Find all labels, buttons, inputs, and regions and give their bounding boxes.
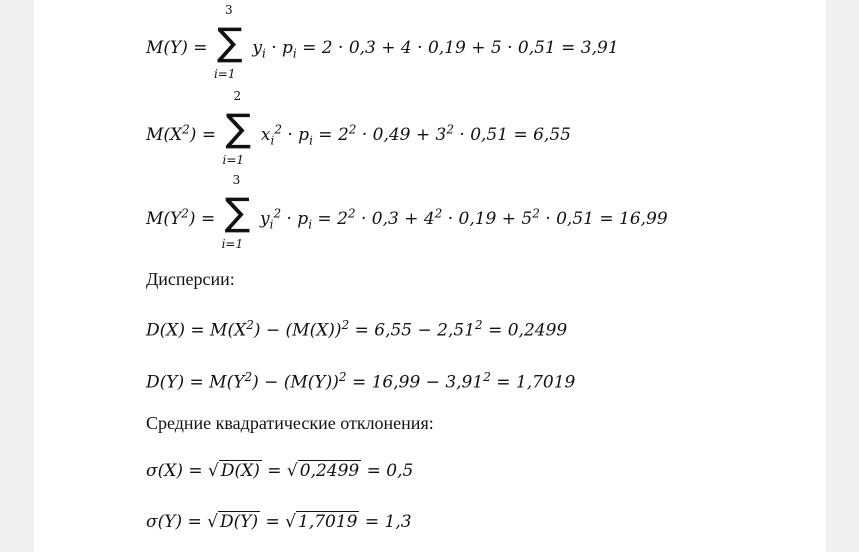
sum-lower-limit: i=1	[221, 237, 244, 252]
formula-variance-x: $D(X) = M(X^2) - (M(X))^2 = 6,55 - 2,51^2 = 0,2499$	[146, 318, 568, 341]
document-page	[34, 0, 826, 552]
sum-upper-limit: 3	[224, 2, 233, 17]
sum-upper-limit: 2	[233, 89, 242, 104]
lhs: $M(X^2)$ =	[146, 122, 217, 145]
sigma-glyph: ∑	[225, 106, 252, 151]
formula-expectation-x-squared	[146, 89, 571, 168]
sqrt-arg: D(X)	[220, 461, 260, 481]
sqrt-arg: D(Y)	[219, 512, 259, 532]
sqrt-arg: 1,7019	[298, 512, 358, 532]
rhs: $x_i^2 \cdot p_i = 2^2 \cdot 0,49 + 3^2 \cdot 0,51 = 6,55$	[260, 122, 571, 148]
lhs: $M(Y^2)$ =	[146, 206, 216, 229]
sum-lower-limit: i=1	[213, 66, 236, 81]
sqrt-arg: 0,2499	[299, 461, 360, 481]
lhs: M(Y) =	[146, 38, 208, 58]
sigma-glyph: ∑	[216, 19, 243, 64]
heading-std-deviations: Средние квадратические отклонения:	[146, 413, 434, 433]
formula-expectation-y-squared	[146, 173, 668, 252]
sum-symbol	[213, 2, 244, 81]
sum-symbol	[221, 173, 252, 252]
rhs: $y_i \cdot p_i = 2 \cdot 0,3 + 4 \cdot 0,19 + 5 \cdot 0,51 = 3,91$	[252, 38, 619, 61]
sum-lower-limit: i=1	[222, 153, 245, 168]
heading-variances: Дисперсии:	[146, 269, 235, 289]
sum-upper-limit: 3	[232, 173, 241, 188]
formula-variance-y: $D(Y) = M(Y^2) - (M(Y))^2 = 16,99 - 3,91^2 = 1,7019$	[146, 370, 576, 393]
rhs: $y_i^2 \cdot p_i = 2^2 \cdot 0,3 + 4^2 \cdot 0,19 + 5^2 \cdot 0,51 = 16,99$	[260, 206, 668, 232]
sum-symbol	[222, 89, 252, 168]
formula-stddev-y: σ(Y) = √ D(Y) = √ 1,7019 = 1,3	[146, 512, 412, 532]
formula-expectation-y	[146, 2, 619, 81]
formula-stddev-x: σ(X) = √ D(X) = √ 0,2499 = 0,5	[146, 461, 414, 481]
sigma-glyph: ∑	[224, 190, 251, 235]
